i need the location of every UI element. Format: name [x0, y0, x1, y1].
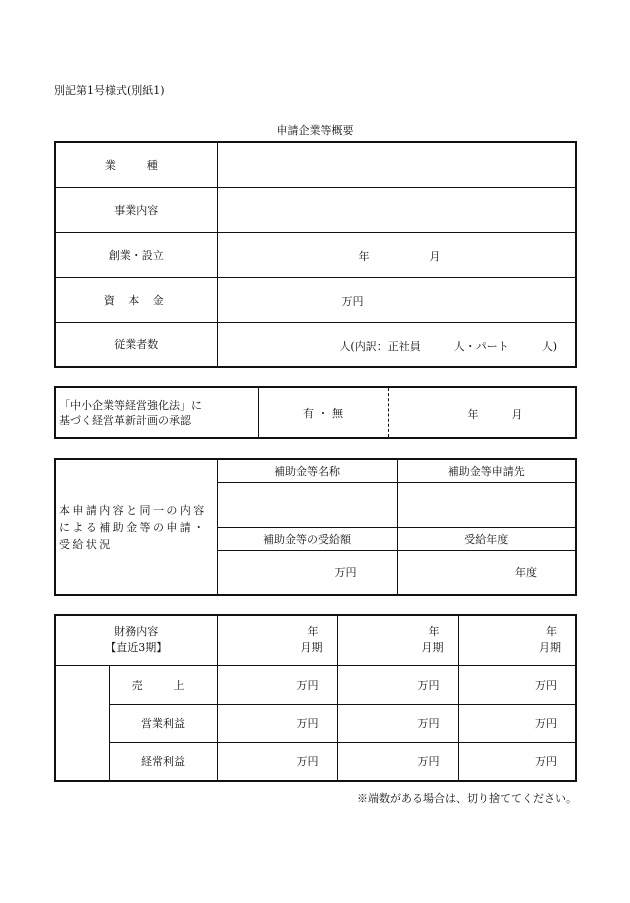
finance-sales-2[interactable]: 万円	[337, 665, 458, 704]
approval-month-unit: 月	[511, 408, 523, 421]
finance-operating-2[interactable]: 万円	[337, 704, 458, 742]
finance-operating-1[interactable]: 万円	[217, 704, 337, 742]
founded-field[interactable]	[217, 232, 576, 277]
subsidy-table	[54, 458, 577, 596]
subsidy-year-field[interactable]: 年度	[397, 550, 576, 595]
finance-header	[55, 615, 217, 665]
table-row	[55, 187, 576, 232]
table-row	[55, 232, 576, 277]
subsidy-dest-header: 補助金等申請先	[397, 459, 576, 482]
approval-label-line1: 「中小企業等経営強化法」に	[59, 398, 202, 412]
finance-period-1-year: 年	[307, 625, 319, 639]
employees-label: 従業者数	[55, 322, 217, 367]
finance-indent-cell	[55, 665, 109, 781]
finance-period-1-month: 月期	[300, 641, 323, 655]
finance-table	[54, 614, 577, 782]
finance-ordinary-2[interactable]: 万円	[337, 742, 458, 781]
finance-period-3[interactable]	[458, 615, 576, 665]
finance-ordinary-3[interactable]: 万円	[458, 742, 576, 781]
table-row	[55, 742, 576, 781]
founded-label: 創業・設立	[55, 232, 217, 277]
employees-breakdown: 人(内訳：正社員 人・パート 人)	[339, 339, 557, 353]
finance-period-1[interactable]	[217, 615, 337, 665]
table-row	[55, 459, 576, 482]
table-row	[55, 615, 576, 665]
founded-year-unit: 年	[358, 249, 370, 263]
finance-ordinary-profit-label: 経常利益	[109, 742, 217, 781]
finance-header-line1: 財務内容	[114, 625, 159, 639]
founded-month-unit: 月	[429, 249, 441, 263]
finance-period-2[interactable]	[337, 615, 458, 665]
finance-period-3-month: 月期	[539, 641, 561, 655]
table-row	[55, 322, 576, 367]
industry-label: 業 種	[55, 142, 217, 187]
business-content-field[interactable]	[217, 187, 576, 232]
finance-sales-1[interactable]: 万円	[217, 665, 337, 704]
table-row	[55, 142, 576, 187]
finance-operating-profit-label: 営業利益	[109, 704, 217, 742]
subsidy-amount-header: 補助金等の受給額	[217, 527, 397, 550]
capital-label: 資 本 金	[55, 277, 217, 322]
table-row	[55, 277, 576, 322]
subsidy-dest-field[interactable]	[397, 482, 576, 527]
subsidy-label: 本申請内容と同一の内容による補助金等の申請・受給状況	[55, 459, 217, 595]
finance-sales-label: 売 上	[109, 665, 217, 704]
employees-field[interactable]	[217, 322, 576, 367]
approval-date-field[interactable]	[388, 387, 576, 438]
finance-sales-3[interactable]: 万円	[458, 665, 576, 704]
finance-header-line2: 【直近3期】	[105, 641, 168, 655]
form-label: 別記第1号様式(別紙1)	[54, 84, 165, 97]
finance-ordinary-1[interactable]: 万円	[217, 742, 337, 781]
business-content-label: 事業内容	[55, 187, 217, 232]
subsidy-amount-field[interactable]: 万円	[217, 550, 397, 595]
approval-label-line2: 基づく経営革新計画の承認	[59, 413, 191, 427]
approval-choice[interactable]: 有 ・ 無	[258, 387, 388, 438]
capital-unit: 万円	[341, 294, 364, 308]
table-row	[55, 704, 576, 742]
subsidy-year-header: 受給年度	[397, 527, 576, 550]
approval-table	[54, 386, 577, 439]
finance-period-2-month: 月期	[421, 641, 444, 655]
page-title: 申請企業等概要	[276, 124, 354, 137]
approval-year-unit: 年	[467, 408, 479, 421]
finance-operating-3[interactable]: 万円	[458, 704, 576, 742]
approval-label	[55, 387, 258, 438]
subsidy-name-header: 補助金等名称	[217, 459, 397, 482]
overview-table	[54, 141, 577, 368]
industry-field[interactable]	[217, 142, 576, 187]
table-row	[55, 387, 576, 438]
subsidy-name-field[interactable]	[217, 482, 397, 527]
finance-period-3-year: 年	[546, 625, 557, 639]
capital-field[interactable]	[217, 277, 576, 322]
finance-period-2-year: 年	[428, 625, 440, 639]
footnote: ※端数がある場合は、切り捨ててください。	[357, 792, 577, 805]
table-row	[55, 665, 576, 704]
